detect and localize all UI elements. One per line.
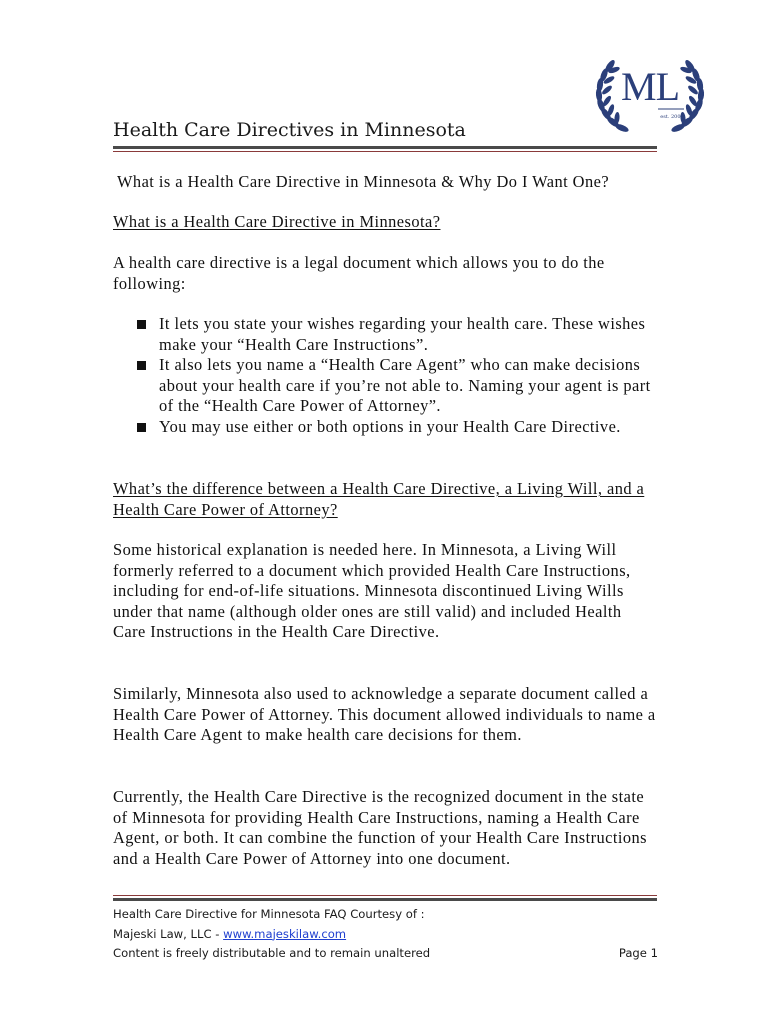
- current-law-paragraph: Currently, the Health Care Directive is the recognized document in the state of Minnesota for providing Health Care Instructions, naming a Health Care Agent, or both. It can combine the function of your Health Care Instructions and a Health Care Power of Attorney into one document.: [113, 787, 647, 868]
- square-bullet-icon: [137, 423, 146, 432]
- directive-options-list: [134, 314, 654, 438]
- definition-paragraph: A health care directive is a legal document which allows you to do the following:: [113, 253, 605, 293]
- list-item-text: It also lets you name a “Health Care Agent” who can make decisions about your health care if you’re not able to. Naming your agent is part of the “Health Care Power of Attorney”.: [159, 355, 651, 416]
- header-rule-accent: [113, 151, 657, 152]
- square-bullet-icon: [137, 320, 146, 329]
- list-item: [134, 417, 654, 438]
- question-line: What is a Health Care Directive in Minnesota & Why Do I Want One?: [117, 172, 610, 191]
- header-rule: [113, 146, 657, 149]
- power-of-attorney-paragraph: Similarly, Minnesota also used to acknowledge a separate document called a Health Care Power of Attorney. This document allowed individuals to name a Health Care Agent to make health care decisions for them.: [113, 684, 656, 745]
- footer-rule-accent: [113, 895, 657, 896]
- list-item: [134, 355, 654, 417]
- firm-website-link[interactable]: www.majeskilaw.com: [223, 926, 347, 941]
- history-paragraph: Some historical explanation is needed here. In Minnesota, a Living Will formerly referred to a document which provided Health Care Instructions, including for end-of-life situations. Minnesota discontinued Living Wills under that name (although older ones are still valid) and included Health Care Instructions in the Health Care Directive.: [113, 540, 631, 642]
- section-heading-what-is: What is a Health Care Directive in Minnesota?: [113, 212, 441, 231]
- majeski-law-logo: [588, 44, 712, 140]
- section-heading-difference: What’s the difference between a Health Care Directive, a Living Will, and a Health Care Power of Attorney?: [113, 479, 645, 519]
- logo-monogram: ML: [621, 64, 679, 109]
- logo-est: est. 2009: [660, 114, 684, 120]
- document-title: Health Care Directives in Minnesota: [113, 119, 466, 141]
- list-item-text: It lets you state your wishes regarding your health care. These wishes make your “Health Care Instructions”.: [159, 314, 646, 354]
- square-bullet-icon: [137, 361, 146, 370]
- footer-firm-name: Majeski Law, LLC -: [113, 926, 224, 941]
- footer-license-line: Content is freely distributable and to remain unaltered: [113, 946, 431, 960]
- footer-rule: [113, 898, 657, 901]
- page-footer: [113, 905, 658, 964]
- footer-courtesy-line: Health Care Directive for Minnesota FAQ Courtesy of :: [113, 907, 425, 921]
- list-item: [134, 314, 654, 355]
- page-number: Page 1: [618, 946, 658, 960]
- list-item-text: You may use either or both options in your Health Care Directive.: [159, 416, 621, 436]
- footer-firm-line: [113, 925, 658, 945]
